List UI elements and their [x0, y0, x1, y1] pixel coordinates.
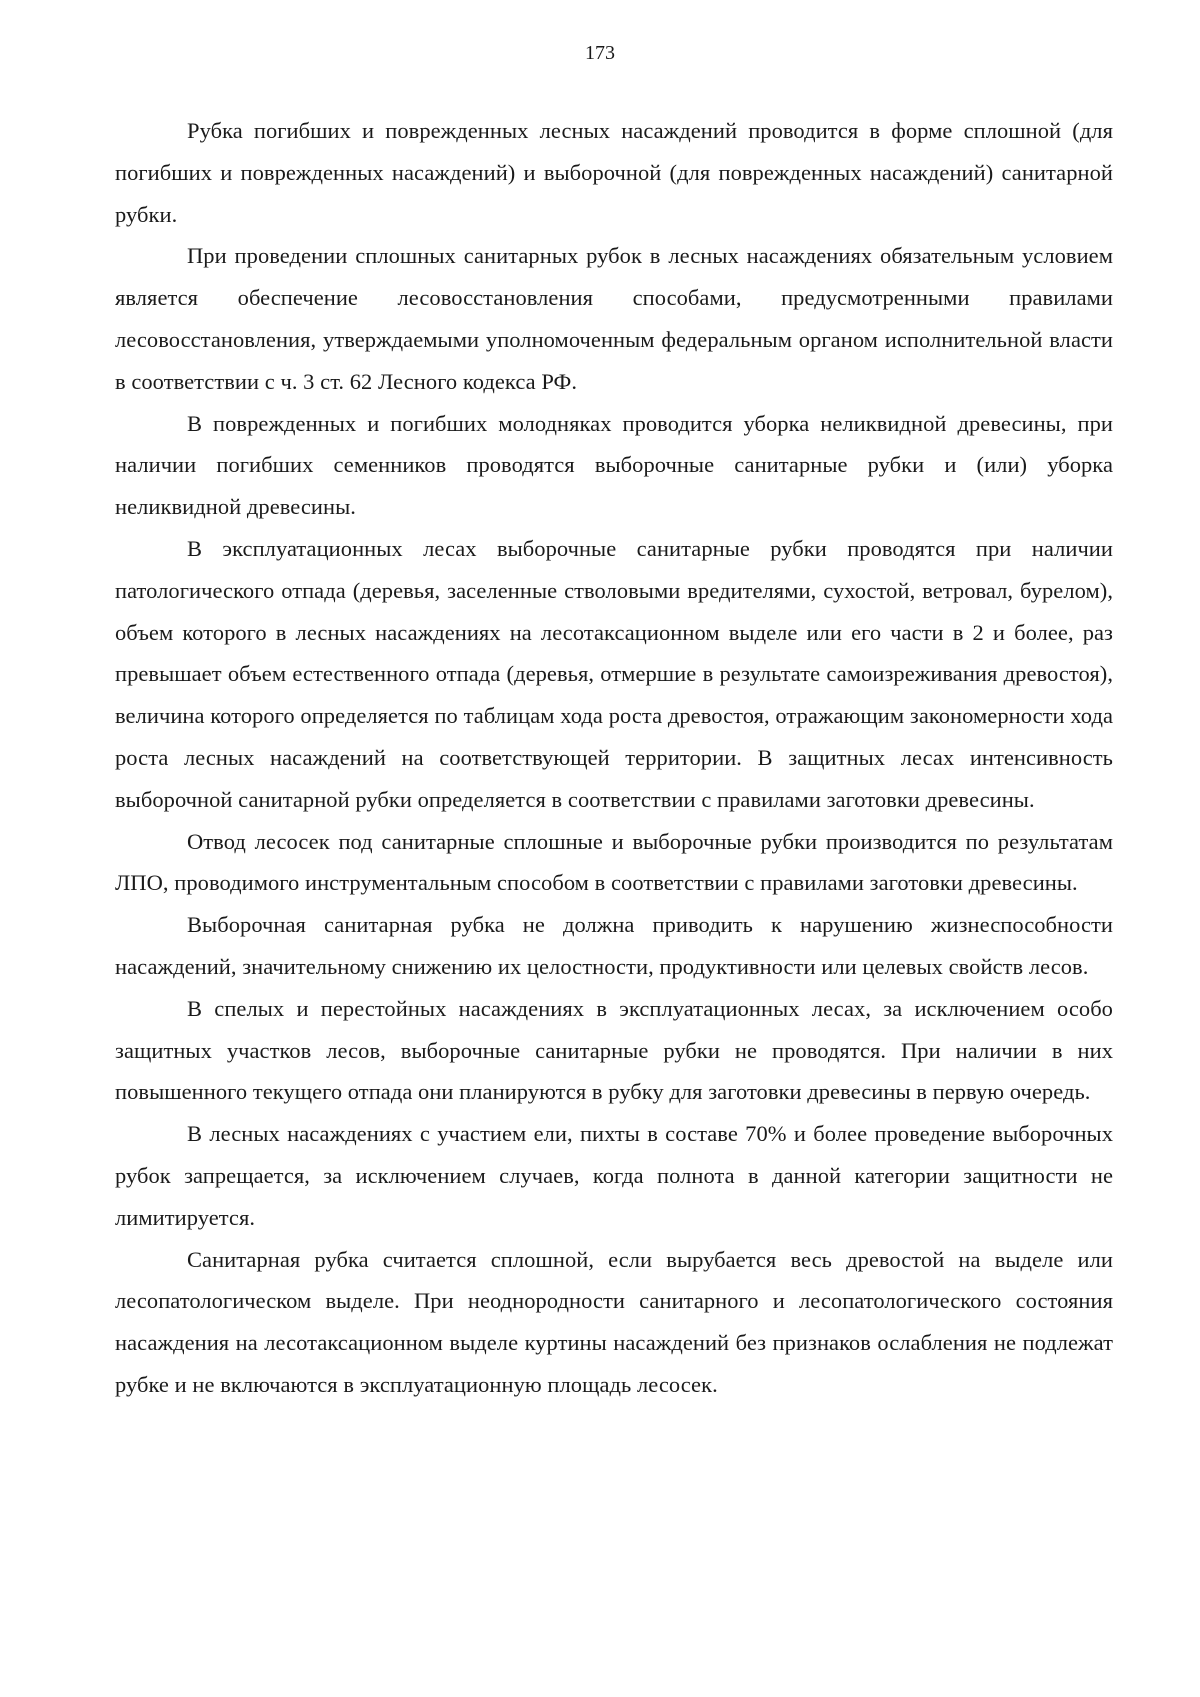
paragraph-3: В поврежденных и погибших молодняках проводится уборка неликвидной древесины, при наличии погибших семенников проводятся выборочные санитарные рубки и (или) уборка неликвидной древесины. — [115, 410, 1113, 520]
paragraph-9: Санитарная рубка считается сплошной, если вырубается весь древостой на выделе или лесопатологическом выделе. При неоднородности санитарного и лесопатологического состояния насаждения на лесотаксационном выделе куртины насаждений без признаков ослабления не подлежат рубке и не включаются в эксплуатационную площадь лесосек. — [115, 1246, 1113, 1397]
paragraph-1: Рубка погибших и поврежденных лесных насаждений проводится в форме сплошной (для погибших и поврежденных насаждений) и выборочной (для поврежденных насаждений) санитарной рубки. — [115, 118, 1113, 227]
paragraph-4: В эксплуатационных лесах выборочные санитарные рубки проводятся при наличии патологического отпада (деревья, заселенные стволовыми вредителями, сухостой, ветровал, бурелом), объем которого в лесных насаждениях на лесотаксационном выделе или его части в 2 и более, раз превышает объем естественного отпада (деревья, отмершие в результате самоизреживания древостоя), величина которого определяется по таблицам хода роста древостоя, отражающим закономерности хода роста лесных насаждений на соответствующей территории. В защитных лесах интенсивность выборочной санитарной рубки определяется в соответствии с правилами заготовки древесины. — [115, 535, 1113, 812]
page-number: 173 — [585, 42, 615, 64]
paragraph-6: Выборочная санитарная рубка не должна приводить к нарушению жизнеспособности насаждений, значительному снижению их целостности, продуктивности или целевых свойств лесов. — [115, 912, 1113, 979]
document-body — [115, 110, 1113, 1406]
paragraph-7: В спелых и перестойных насаждениях в эксплуатационных лесах, за исключением особо защитных участков лесов, выборочные санитарные рубки не проводятся. При наличии в них повышенного текущего отпада они планируются в рубку для заготовки древесины в первую очередь. — [115, 995, 1113, 1105]
paragraph-8: В лесных насаждениях с участием ели, пихты в составе 70% и более проведение выборочных рубок запрещается, за исключением случаев, когда полнота в данной категории защитности не лимитируется. — [115, 1121, 1113, 1230]
paragraph-5: Отвод лесосек под санитарные сплошные и выборочные рубки производится по результатам ЛПО, проводимого инструментальным способом в соответствии с правилами заготовки древесины. — [115, 828, 1113, 896]
paragraph-2: При проведении сплошных санитарных рубок в лесных насаждениях обязательным условием является обеспечение лесовосстановления способами, предусмотренными правилами лесовосстановления, утверждаемыми уполномоченным федеральным органом исполнительной власти в соответствии с ч. 3 ст. 62 Лесного кодекса РФ. — [115, 243, 1113, 394]
